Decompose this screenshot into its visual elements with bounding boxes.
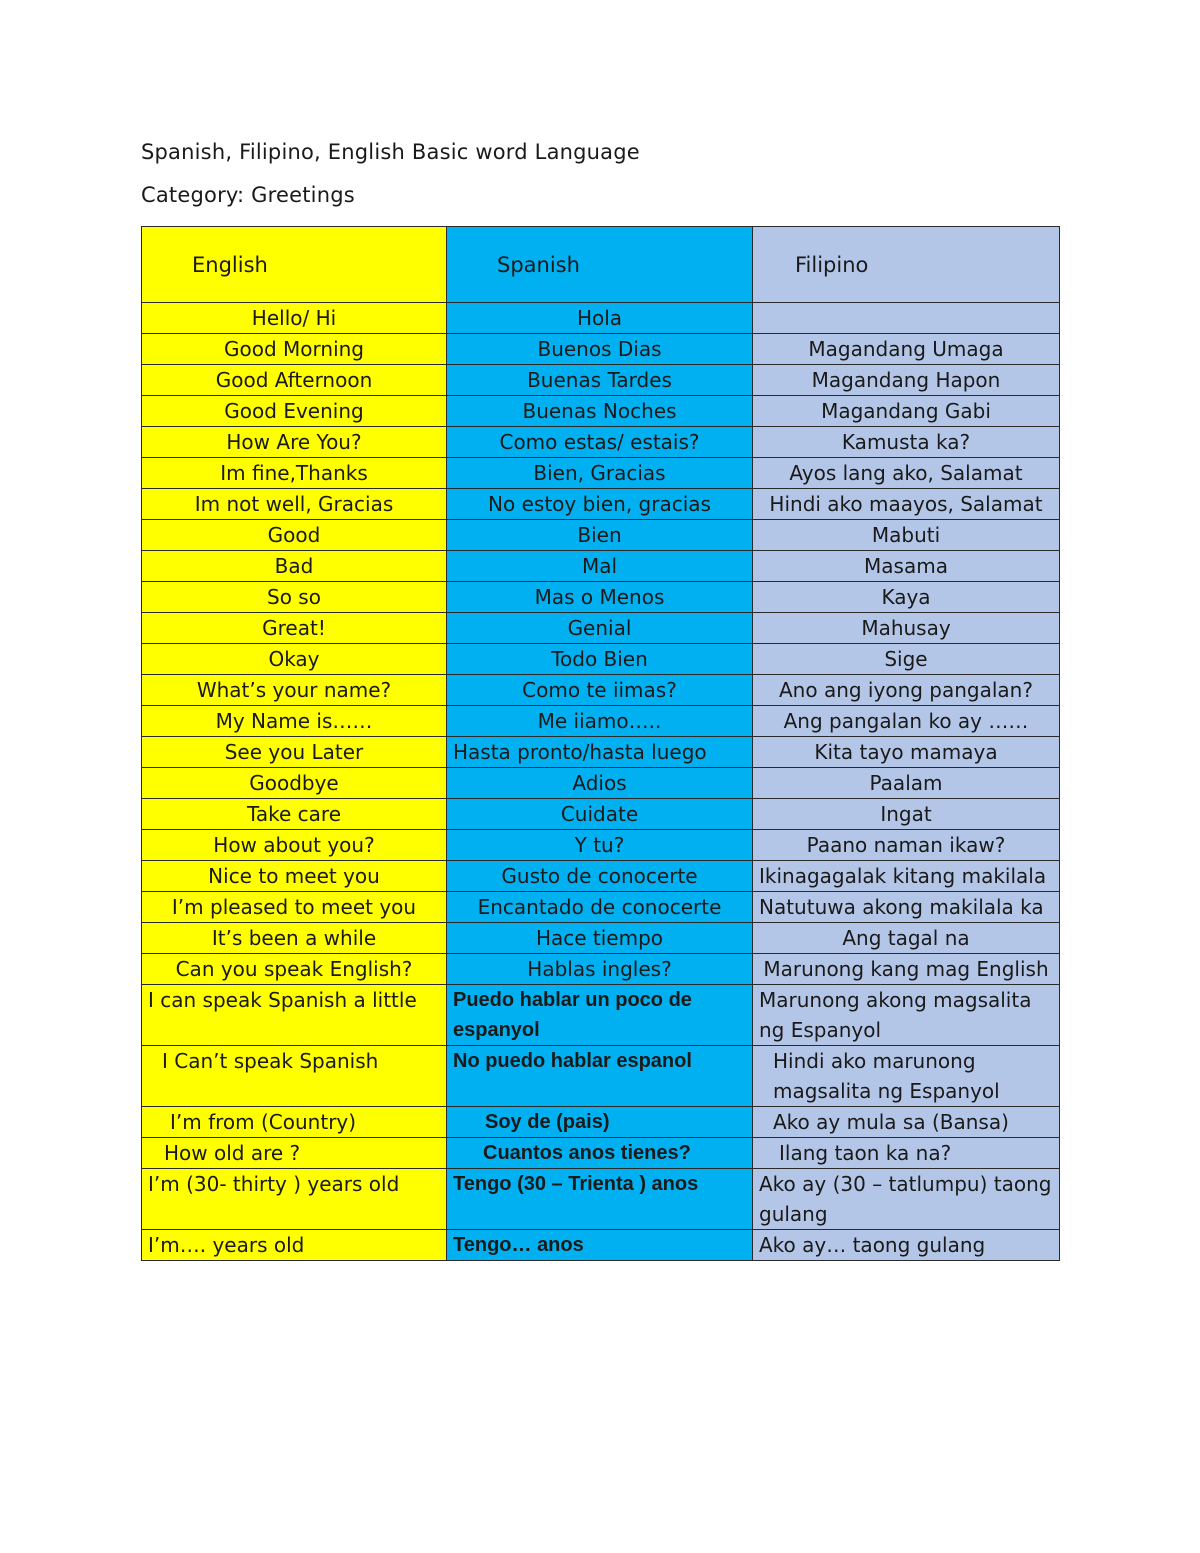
table-row [142, 365, 1060, 396]
filipino-cell: Ang pangalan ko ay …… [753, 706, 1060, 737]
table-row [142, 644, 1060, 675]
spanish-cell: Tengo (30 – Trienta ) anos [447, 1169, 753, 1230]
spanish-cell: Soy de (pais) [447, 1107, 753, 1138]
table-row [142, 520, 1060, 551]
english-cell: I’m…. years old [142, 1230, 447, 1261]
filipino-cell: Paano naman ikaw? [753, 830, 1060, 861]
filipino-cell: Ilang taon ka na? [753, 1138, 1060, 1169]
filipino-cell: Ingat [753, 799, 1060, 830]
spanish-cell: Hablas ingles? [447, 954, 753, 985]
table-row [142, 458, 1060, 489]
filipino-cell: Marunong akong magsalita ng Espanyol [753, 985, 1060, 1046]
spanish-cell: Bien, Gracias [447, 458, 753, 489]
filipino-cell: Masama [753, 551, 1060, 582]
spanish-cell: Adios [447, 768, 753, 799]
table-row [142, 613, 1060, 644]
english-cell: Im fine,Thanks [142, 458, 447, 489]
spanish-cell: No estoy bien, gracias [447, 489, 753, 520]
spanish-cell: Me iiamo….. [447, 706, 753, 737]
filipino-cell: Natutuwa akong makilala ka [753, 892, 1060, 923]
table-row [142, 551, 1060, 582]
filipino-cell: Mabuti [753, 520, 1060, 551]
spanish-cell: Tengo… anos [447, 1230, 753, 1261]
english-cell: Hello/ Hi [142, 303, 447, 334]
english-cell: How Are You? [142, 427, 447, 458]
english-cell: Take care [142, 799, 447, 830]
table-row [142, 954, 1060, 985]
spanish-cell: Como te iimas? [447, 675, 753, 706]
filipino-cell: Mahusay [753, 613, 1060, 644]
filipino-cell: Ano ang iyong pangalan? [753, 675, 1060, 706]
table-row [142, 303, 1060, 334]
english-cell: Good [142, 520, 447, 551]
filipino-cell [753, 303, 1060, 334]
english-cell: I’m (30- thirty ) years old [142, 1169, 447, 1230]
english-cell: So so [142, 582, 447, 613]
english-cell: How about you? [142, 830, 447, 861]
english-cell: Good Morning [142, 334, 447, 365]
spanish-cell: Todo Bien [447, 644, 753, 675]
spanish-cell: Mal [447, 551, 753, 582]
filipino-cell: Ang tagal na [753, 923, 1060, 954]
table-row [142, 489, 1060, 520]
header-filipino: Filipino [753, 227, 1060, 303]
english-cell: Goodbye [142, 768, 447, 799]
filipino-cell: Ako ay (30 – tatlumpu) taong gulang [753, 1169, 1060, 1230]
filipino-cell: Kaya [753, 582, 1060, 613]
spanish-cell: Encantado de conocerte [447, 892, 753, 923]
filipino-cell: Magandang Umaga [753, 334, 1060, 365]
table-row [142, 706, 1060, 737]
spanish-cell: Buenos Dias [447, 334, 753, 365]
filipino-cell: Ikinagagalak kitang makilala [753, 861, 1060, 892]
table-row [142, 427, 1060, 458]
english-cell: Can you speak English? [142, 954, 447, 985]
table-row [142, 1169, 1060, 1230]
header-english: English [142, 227, 447, 303]
spanish-cell: Hace tiempo [447, 923, 753, 954]
spanish-cell: Buenas Noches [447, 396, 753, 427]
table-row [142, 861, 1060, 892]
table-row [142, 1046, 1060, 1107]
english-cell: Nice to meet you [142, 861, 447, 892]
filipino-cell: Kamusta ka? [753, 427, 1060, 458]
filipino-cell: Ayos lang ako, Salamat [753, 458, 1060, 489]
english-cell: I can speak Spanish a little [142, 985, 447, 1046]
filipino-cell: Hindi ako marunong magsalita ng Espanyol [753, 1046, 1060, 1107]
english-cell: I’m from (Country) [142, 1107, 447, 1138]
english-cell: How old are ? [142, 1138, 447, 1169]
table-row [142, 396, 1060, 427]
header-spanish: Spanish [447, 227, 753, 303]
table-row [142, 1138, 1060, 1169]
spanish-cell: Como estas/ estais? [447, 427, 753, 458]
filipino-cell: Marunong kang mag English [753, 954, 1060, 985]
document-title: Spanish, Filipino, English Basic word Language [141, 140, 640, 164]
filipino-cell: Paalam [753, 768, 1060, 799]
english-cell: Im not well, Gracias [142, 489, 447, 520]
table-row [142, 737, 1060, 768]
table-row [142, 768, 1060, 799]
spanish-cell: Mas o Menos [447, 582, 753, 613]
spanish-cell: Cuidate [447, 799, 753, 830]
english-cell: My Name is…… [142, 706, 447, 737]
table-row [142, 923, 1060, 954]
english-cell: It’s been a while [142, 923, 447, 954]
table-row [142, 1107, 1060, 1138]
filipino-cell: Sige [753, 644, 1060, 675]
spanish-cell: Buenas Tardes [447, 365, 753, 396]
spanish-cell: Bien [447, 520, 753, 551]
spanish-cell: Hola [447, 303, 753, 334]
table-header-row [142, 227, 1060, 303]
table-row [142, 1230, 1060, 1261]
filipino-cell: Magandang Hapon [753, 365, 1060, 396]
filipino-cell: Ako ay mula sa (Bansa) [753, 1107, 1060, 1138]
english-cell: Good Evening [142, 396, 447, 427]
table-row [142, 830, 1060, 861]
spanish-cell: Y tu? [447, 830, 753, 861]
table-row [142, 334, 1060, 365]
english-cell: Great! [142, 613, 447, 644]
english-cell: I Can’t speak Spanish [142, 1046, 447, 1107]
document-category: Category: Greetings [141, 183, 355, 207]
english-cell: See you Later [142, 737, 447, 768]
english-cell: Bad [142, 551, 447, 582]
spanish-cell: Hasta pronto/hasta luego [447, 737, 753, 768]
table-row [142, 985, 1060, 1046]
spanish-cell: No puedo hablar espanol [447, 1046, 753, 1107]
table-row [142, 582, 1060, 613]
english-cell: I’m pleased to meet you [142, 892, 447, 923]
table-row [142, 892, 1060, 923]
spanish-cell: Cuantos anos tienes? [447, 1138, 753, 1169]
filipino-cell: Kita tayo mamaya [753, 737, 1060, 768]
english-cell: What’s your name? [142, 675, 447, 706]
spanish-cell: Puedo hablar un poco de espanyol [447, 985, 753, 1046]
filipino-cell: Magandang Gabi [753, 396, 1060, 427]
spanish-cell: Genial [447, 613, 753, 644]
english-cell: Good Afternoon [142, 365, 447, 396]
filipino-cell: Ako ay… taong gulang [753, 1230, 1060, 1261]
filipino-cell: Hindi ako maayos, Salamat [753, 489, 1060, 520]
table-row [142, 799, 1060, 830]
table-row [142, 675, 1060, 706]
vocabulary-table [141, 226, 1060, 1261]
english-cell: Okay [142, 644, 447, 675]
spanish-cell: Gusto de conocerte [447, 861, 753, 892]
